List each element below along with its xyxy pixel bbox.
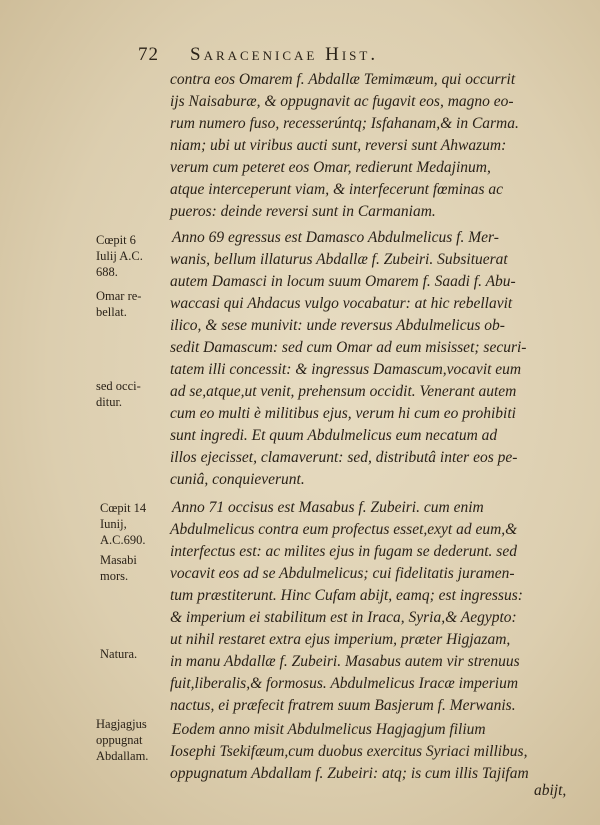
margin-note-omar-rebellat: Omar re- bellat. xyxy=(96,289,142,319)
margin-note-date-690: Cœpit 14 Iunij, A.C.690. xyxy=(100,501,147,547)
text-line: cum eo multi è militibus ejus, verum hi cum eo prohibiti xyxy=(170,405,516,422)
margin-note-sed-occiditur: sed occi- ditur. xyxy=(96,379,141,409)
text-line: verum cum peteret eos Omar, redierunt Medajinum, xyxy=(170,159,491,176)
page-header xyxy=(138,44,578,70)
text-line: Iosephi Tsekifæum,cum duobus exercitus Syriaci millibus, xyxy=(170,743,528,760)
margin-note-natura: Natura. xyxy=(100,647,138,661)
text-line: contra eos Omarem f. Abdallæ Temimæum, qui occurrit xyxy=(170,71,516,88)
text-line: Anno 71 occisus est Masabus f. Zubeiri. cum enim xyxy=(172,499,484,516)
margin-note-hagjagjus: Hagjagjus oppugnat Abdallam. xyxy=(96,717,149,763)
text-line: oppugnatum Abdallam f. Zubeiri: atq; is cum illis Tajifam xyxy=(170,765,529,782)
running-title: Saracenicae Hist. xyxy=(190,44,379,65)
text-line: wanis, bellum illaturus Abdallæ f. Zubeiri. Subsituerat xyxy=(170,251,508,268)
text-line: cuniâ, conquieverunt. xyxy=(170,471,305,488)
text-line: interfectus est: ac milites ejus in fugam se dederunt. sed xyxy=(170,543,517,560)
page-number: 72 xyxy=(138,44,159,65)
text-line: tum præstiterunt. Hinc Cufam abijt, eamq; est ingressus: xyxy=(170,587,523,604)
catchword: abijt, xyxy=(534,782,567,799)
text-line: Eodem anno misit Abdulmelicus Hagjagjum filium xyxy=(172,721,486,738)
text-line: Anno 69 egressus est Damasco Abdulmelicus f. Mer- xyxy=(172,229,499,246)
text-line: ad se,atque,ut venit, prehensum occidit. Venerant autem xyxy=(170,383,517,400)
text-line: niam; ubi ut viribus aucti sunt, reversi sunt Ahwazum: xyxy=(170,137,507,154)
margin-note-date-688: Cœpit 6 Iulij A.C. 688. xyxy=(96,233,143,279)
text-line: vocavit eos ad se Abdulmelicus; cui fidelitatis juramen- xyxy=(170,565,515,582)
text-line: nactus, ei præfecit fratrem suum Basjerum f. Merwanis. xyxy=(170,697,516,714)
text-line: in manu Abdallæ f. Zubeiri. Masabus autem vir strenuus xyxy=(170,653,520,670)
text-line: autem Damasci in locum suum Omarem f. Saadi f. Abu- xyxy=(170,273,516,290)
text-line: Abdulmelicus contra eum profectus esset,exyt ad eum,& xyxy=(170,521,518,538)
margin-note-masabi-mors: Masabi mors. xyxy=(100,553,137,583)
text-line: ilico, & sese munivit: unde reversus Abdulmelicus ob- xyxy=(170,317,505,334)
text-line: waccasi qui Ahdacus vulgo vocabatur: at hic rebellavit xyxy=(170,295,513,312)
text-line: pueros: deinde reversi sunt in Carmaniam. xyxy=(170,203,436,220)
text-line: sunt ingredi. Et quum Abdulmelicus eum necatum ad xyxy=(170,427,498,444)
text-line: fuit,liberalis,& formosus. Abdulmelicus Iracæ imperium xyxy=(170,675,519,692)
text-line: tatem illi concessit: & ingressus Damascum,vocavit eum xyxy=(170,361,522,378)
text-line: & imperium ei stabilitum est in Iraca, Syria,& Aegypto: xyxy=(170,609,517,626)
text-line: ijs Naisaburæ, & oppugnavit ac fugavit eos, magno eo- xyxy=(170,93,514,110)
text-line: illos ejecisset, clamaverunt: sed, distributâ inter eos pe- xyxy=(170,449,518,466)
text-line: ut nihil restaret extra ejus imperium, præter Higjazam, xyxy=(170,631,511,648)
text-line: sedit Damascum: sed cum Omar ad eum misisset; securi- xyxy=(170,339,527,356)
text-line: rum numero fuso, recesserúntq; Isfahanam,& in Carma. xyxy=(170,115,519,132)
text-line: atque interceperunt viam, & interfecerunt fœminas ac xyxy=(170,181,504,198)
